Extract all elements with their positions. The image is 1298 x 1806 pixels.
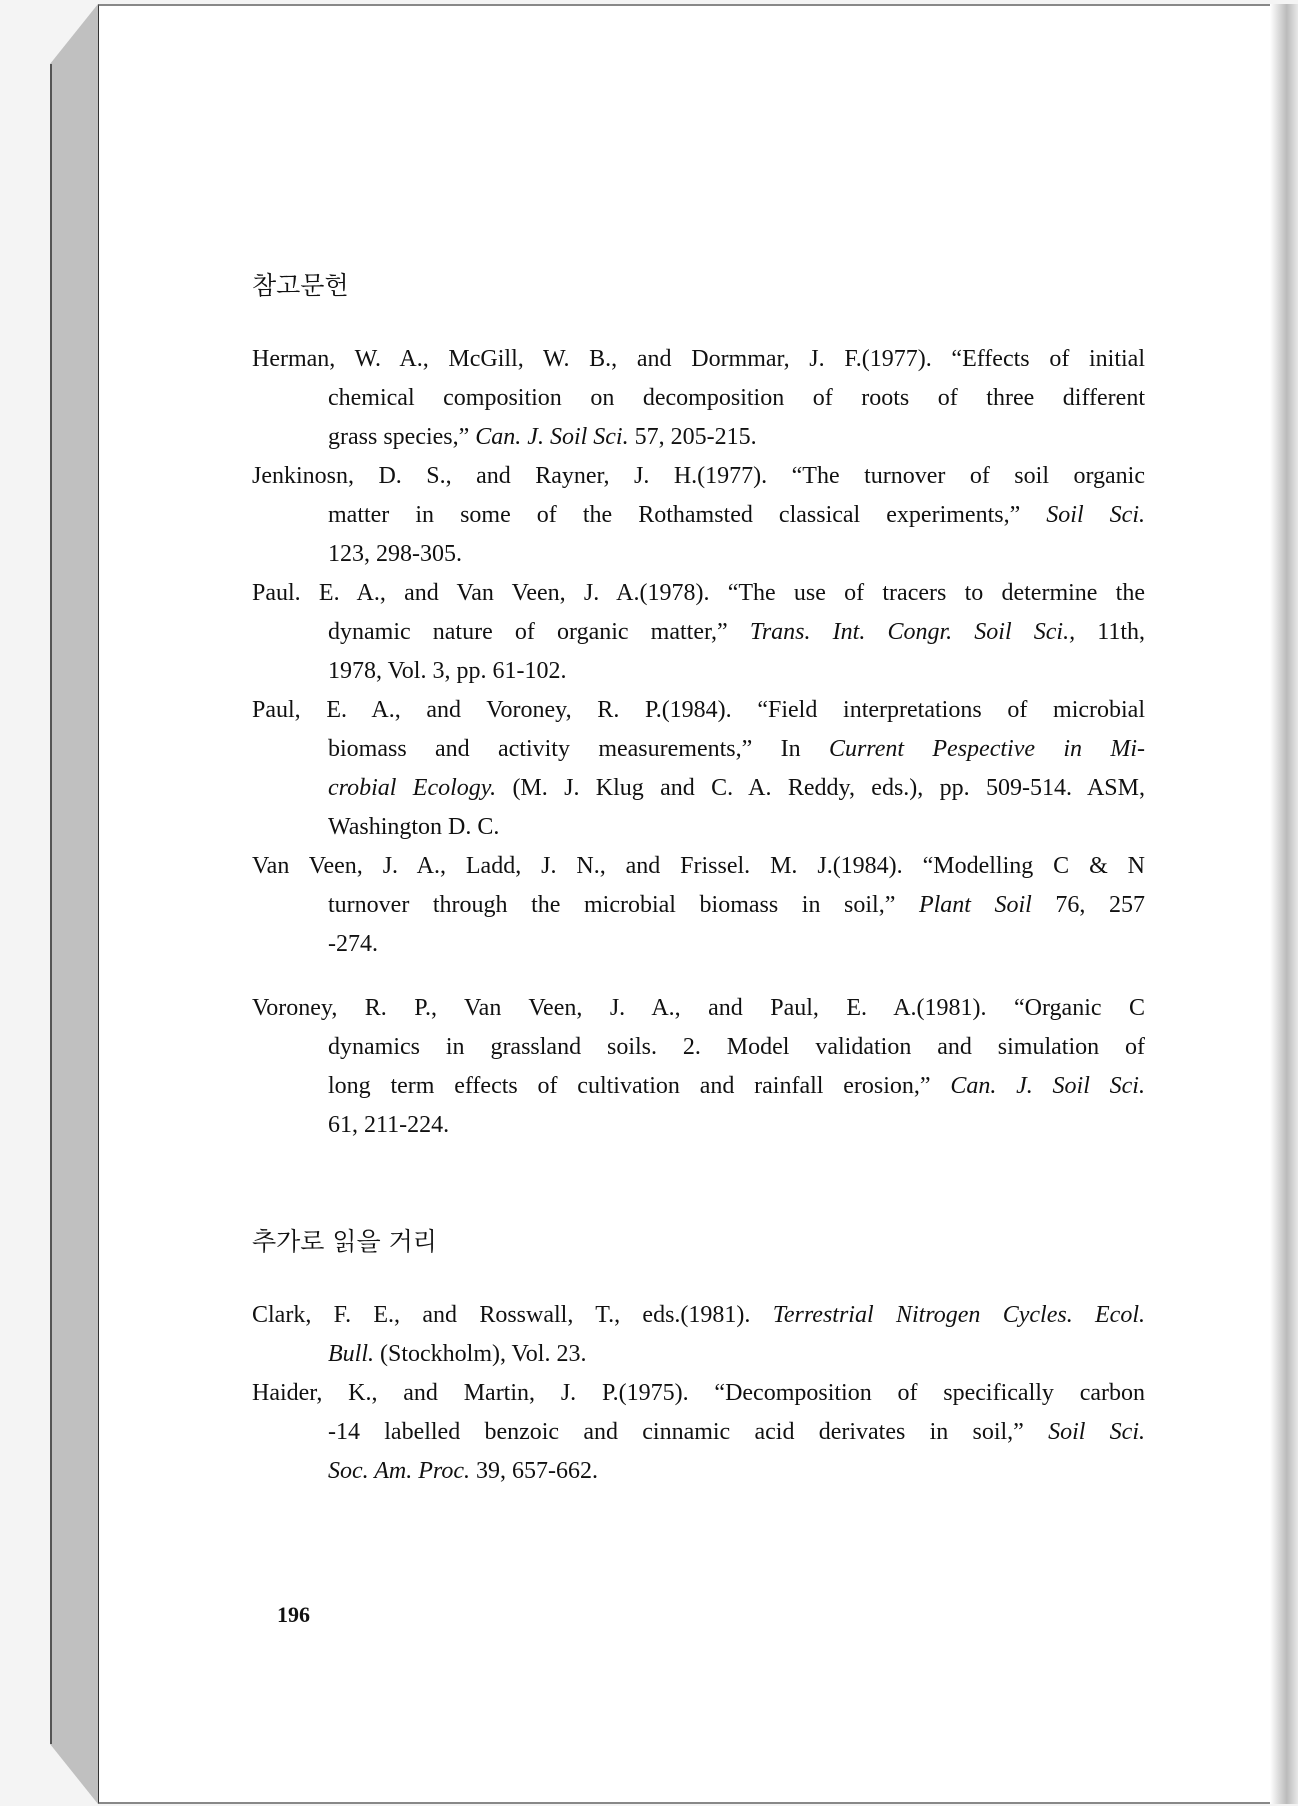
reference-line	[252, 1413, 1145, 1452]
reference-line	[252, 925, 1145, 964]
reference-text: Herman, W. A., McGill, W. B., and Dormmar, J. F.(1977). “Effects of initial	[252, 346, 1145, 372]
reference-entry	[252, 847, 1145, 964]
reference-entry	[252, 691, 1145, 847]
journal-title: Terrestrial Nitrogen Cycles. Ecol.	[772, 1302, 1145, 1328]
reference-line	[252, 769, 1145, 808]
reference-entry	[252, 1296, 1145, 1374]
reference-line	[252, 1106, 1145, 1145]
journal-title: Trans. Int. Congr. Soil Sci.,	[749, 619, 1076, 645]
reference-line	[252, 418, 1145, 457]
reference-entry	[252, 457, 1145, 574]
reference-text: 1978, Vol. 3, pp. 61-102.	[328, 658, 567, 684]
reference-text: long term effects of cultivation and rainfall erosion,”	[328, 1073, 951, 1099]
reference-line	[252, 730, 1145, 769]
reference-text: -14 labelled benzoic and cinnamic acid derivates in soil,”	[328, 1419, 1049, 1445]
reference-line	[252, 457, 1145, 496]
journal-title: Soil Sci.	[1048, 1419, 1145, 1445]
reference-line	[252, 886, 1145, 925]
references-heading: 참고문헌	[252, 271, 349, 300]
reference-text: (M. J. Klug and C. A. Reddy, eds.), pp. 509-514. ASM,	[496, 775, 1145, 801]
journal-title: Can. J. Soil Sci.	[950, 1073, 1145, 1099]
further-reading-heading: 추가로 읽을 거리	[252, 1227, 437, 1256]
reference-text: dynamics in grassland soils. 2. Model validation and simulation of	[328, 1034, 1145, 1060]
reference-line	[252, 613, 1145, 652]
book-spine	[50, 4, 98, 1804]
reference-line	[252, 989, 1145, 1028]
reference-text: (Stockholm), Vol. 23.	[374, 1341, 587, 1367]
page-number: 196	[277, 1602, 310, 1627]
reference-line	[252, 1452, 1145, 1491]
reference-line	[252, 847, 1145, 886]
spine-edge	[50, 64, 52, 1744]
reference-text: -274.	[328, 931, 378, 957]
reference-text: dynamic nature of organic matter,”	[328, 619, 750, 645]
reference-text: matter in some of the Rothamsted classical experiments,”	[328, 502, 1047, 528]
reference-text: 123, 298-305.	[328, 541, 462, 567]
reference-line	[252, 379, 1145, 418]
reference-text: Washington D. C.	[328, 814, 500, 840]
reference-line	[252, 1335, 1145, 1374]
reference-entry	[252, 574, 1145, 691]
reference-line	[252, 574, 1145, 613]
reference-line	[252, 1067, 1145, 1106]
reference-line	[252, 1374, 1145, 1413]
reference-text: Paul. E. A., and Van Veen, J. A.(1978). “The use of tracers to determine the	[252, 580, 1145, 606]
journal-title: Current Pespective in Mi-	[828, 736, 1145, 762]
journal-title: Soil Sci.	[1046, 502, 1145, 528]
reference-line	[252, 1028, 1145, 1067]
reference-text: Voroney, R. P., Van Veen, J. A., and Paul, E. A.(1981). “Organic C	[252, 995, 1145, 1021]
reference-entry	[252, 340, 1145, 457]
journal-title: Can. J. Soil Sci.	[475, 424, 629, 450]
reference-line	[252, 652, 1145, 691]
references-list	[252, 340, 1145, 1145]
reference-text: 57, 205-215.	[628, 424, 757, 450]
journal-title: Plant Soil	[918, 892, 1032, 918]
reference-text: chemical composition on decomposition of roots of three different	[328, 385, 1145, 411]
page-shadow	[1270, 4, 1298, 1804]
journal-title: Bull.	[328, 1341, 374, 1367]
reference-line	[252, 691, 1145, 730]
reference-text: Clark, F. E., and Rosswall, T., eds.(1981).	[252, 1302, 773, 1328]
further-reading-list	[252, 1296, 1145, 1491]
reference-text: biomass and activity measurements,” In	[328, 736, 829, 762]
reference-entry	[252, 989, 1145, 1145]
reference-text: 11th,	[1075, 619, 1145, 645]
reference-line	[252, 496, 1145, 535]
journal-title: crobial Ecology.	[328, 775, 497, 801]
reference-text: Haider, K., and Martin, J. P.(1975). “Decomposition of specifically carbon	[252, 1380, 1145, 1406]
reference-text: grass species,”	[328, 424, 476, 450]
reference-text: 61, 211-224.	[328, 1112, 450, 1138]
reference-text: turnover through the microbial biomass in soil,”	[328, 892, 919, 918]
reference-line	[252, 1296, 1145, 1335]
reference-line	[252, 808, 1145, 847]
reference-line	[252, 535, 1145, 574]
reference-text: 76, 257	[1031, 892, 1145, 918]
reference-text: Van Veen, J. A., Ladd, J. N., and Frissel. M. J.(1984). “Modelling C & N	[252, 853, 1145, 879]
journal-title: Soc. Am. Proc.	[328, 1458, 470, 1484]
reference-text: Jenkinosn, D. S., and Rayner, J. H.(1977). “The turnover of soil organic	[252, 463, 1145, 489]
reference-entry	[252, 1374, 1145, 1491]
reference-line	[252, 340, 1145, 379]
reference-text: 39, 657-662.	[469, 1458, 598, 1484]
reference-text: Paul, E. A., and Voroney, R. P.(1984). “Field interpretations of microbial	[252, 697, 1145, 723]
